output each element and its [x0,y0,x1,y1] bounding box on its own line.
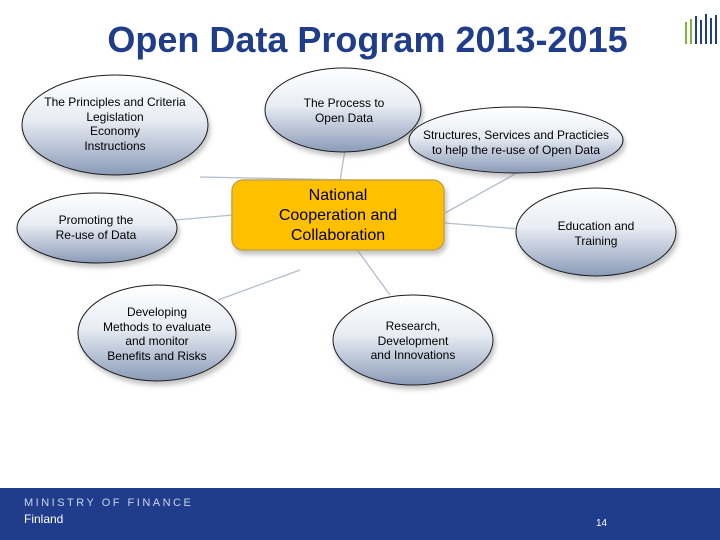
connector-methods [218,270,300,300]
connector-structures [445,174,515,213]
center-node-label: National Cooperation and Collaboration [278,187,398,244]
node-promoting-label: Promoting the Re-use of Data [55,213,137,242]
node-education-label: Education and Training [557,219,635,248]
node-process-label: The Process to Open Data [303,96,385,125]
footer-bar [0,488,720,540]
node-structures-label: Structures, Services and Practicies to help the re-use of Open Data [422,128,610,157]
connector-promoting [175,215,233,220]
connector-education [445,223,520,229]
node-research-label: Research, Development and Innovations [370,319,456,362]
connector-research [358,251,390,295]
slide-title: Open Data Program 2013-2015 [107,19,628,60]
connector-process [340,150,345,181]
node-principles-label: The Principles and Criteria Legislation Economy Instructions [44,95,186,153]
ministry-name: MINISTRY OF FINANCE [24,497,194,509]
country-name: Finland [24,512,64,526]
node-methods-label: Developing Methods to evaluate and monitor Benefits and Risks [102,305,212,363]
page-number: 14 [596,518,608,529]
